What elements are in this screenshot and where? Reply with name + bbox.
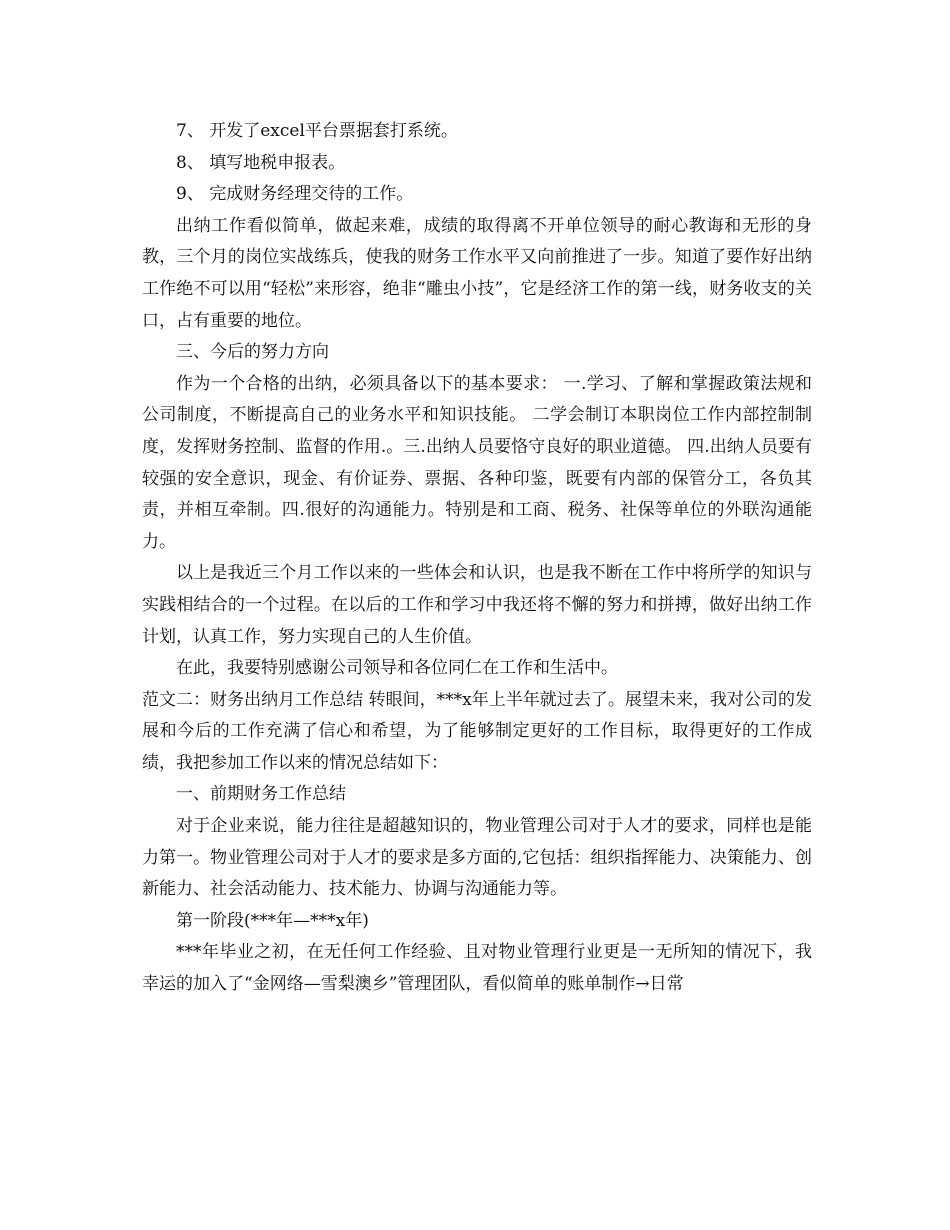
paragraph-cashier-work: 出纳工作看似简单，做起来难，成绩的取得离不开单位领导的耐心教诲和无形的身教，三个月的岗位实战练兵，使我的财务工作水平又向前推进了一步。知道了要作好出纳工作绝不可以用“轻松”来形容，绝非“雕虫小技”，它是经济工作的第一线，财务收支的关口，占有重要的地位。 [142,215,812,331]
section-heading-early-work: 一、前期财务工作总结 [176,784,346,805]
paragraph-thanks: 在此，我要特别感谢公司领导和各位同仁在工作和生活中。 [176,658,618,679]
list-item-7: 7、 开发了excel平台票据套打系统。 [176,121,458,141]
section-heading-future-direction: 三、今后的努力方向 [176,342,329,363]
paragraph-first-stage: ***年毕业之初，在无任何工作经验、且对物业管理行业更是一无所知的情况下，我幸运的加入了“金网络—雪梨澳乡”管理团队，看似简单的账单制作→日常 [142,942,812,995]
paragraph-ability: 对于企业来说，能力往往是超越知识的，物业管理公司对于人才的要求，同样也是能力第一。物业管理公司对于人才的要求是多方面的,它包括：组织指挥能力、决策能力、创新能力、社会活动能力、技术能力、协调与沟通能力等。 [142,816,812,900]
paragraph-reflection: 以上是我近三个月工作以来的一些体会和认识，也是我不断在工作中将所学的知识与实践相结合的一个过程。在以后的工作和学习中我还将不懈的努力和拼搏，做好出纳工作计划，认真工作，努力实现自己的人生价值。 [142,563,812,647]
stage-heading-first: 第一阶段(***年—***x年) [176,910,369,931]
paragraph-sample-two: 范文二：财务出纳月工作总结 转眼间，***x年上半年就过去了。展望未来，我对公司的发展和今后的工作充满了信心和希望，为了能够制定更好的工作目标，取得更好的工作成绩，我把参加工作以来的情况总结如下： [142,689,812,773]
document-body [142,116,812,1001]
paragraph-requirements: 作为一个合格的出纳，必须具备以下的基本要求： 一.学习、了解和掌握政策法规和公司制度，不断提高自己的业务水平和知识技能。 二学会制订本职岗位工作内部控制制度，发挥财务控制、监督的作用.。三.出纳人员要恪守良好的职业道德。 四.出纳人员要有较强的安全意识，现金、有价证券、票据、各种印鉴，既要有内部的保管分工，各负其责，并相互牵制。四.很好的沟通能力。特别是和工商、税务、社保等单位的外联沟通能力。 [142,373,812,552]
list-item-9: 9、 完成财务经理交待的工作。 [176,184,414,205]
list-item-8: 8、 填写地税申报表。 [176,152,346,173]
